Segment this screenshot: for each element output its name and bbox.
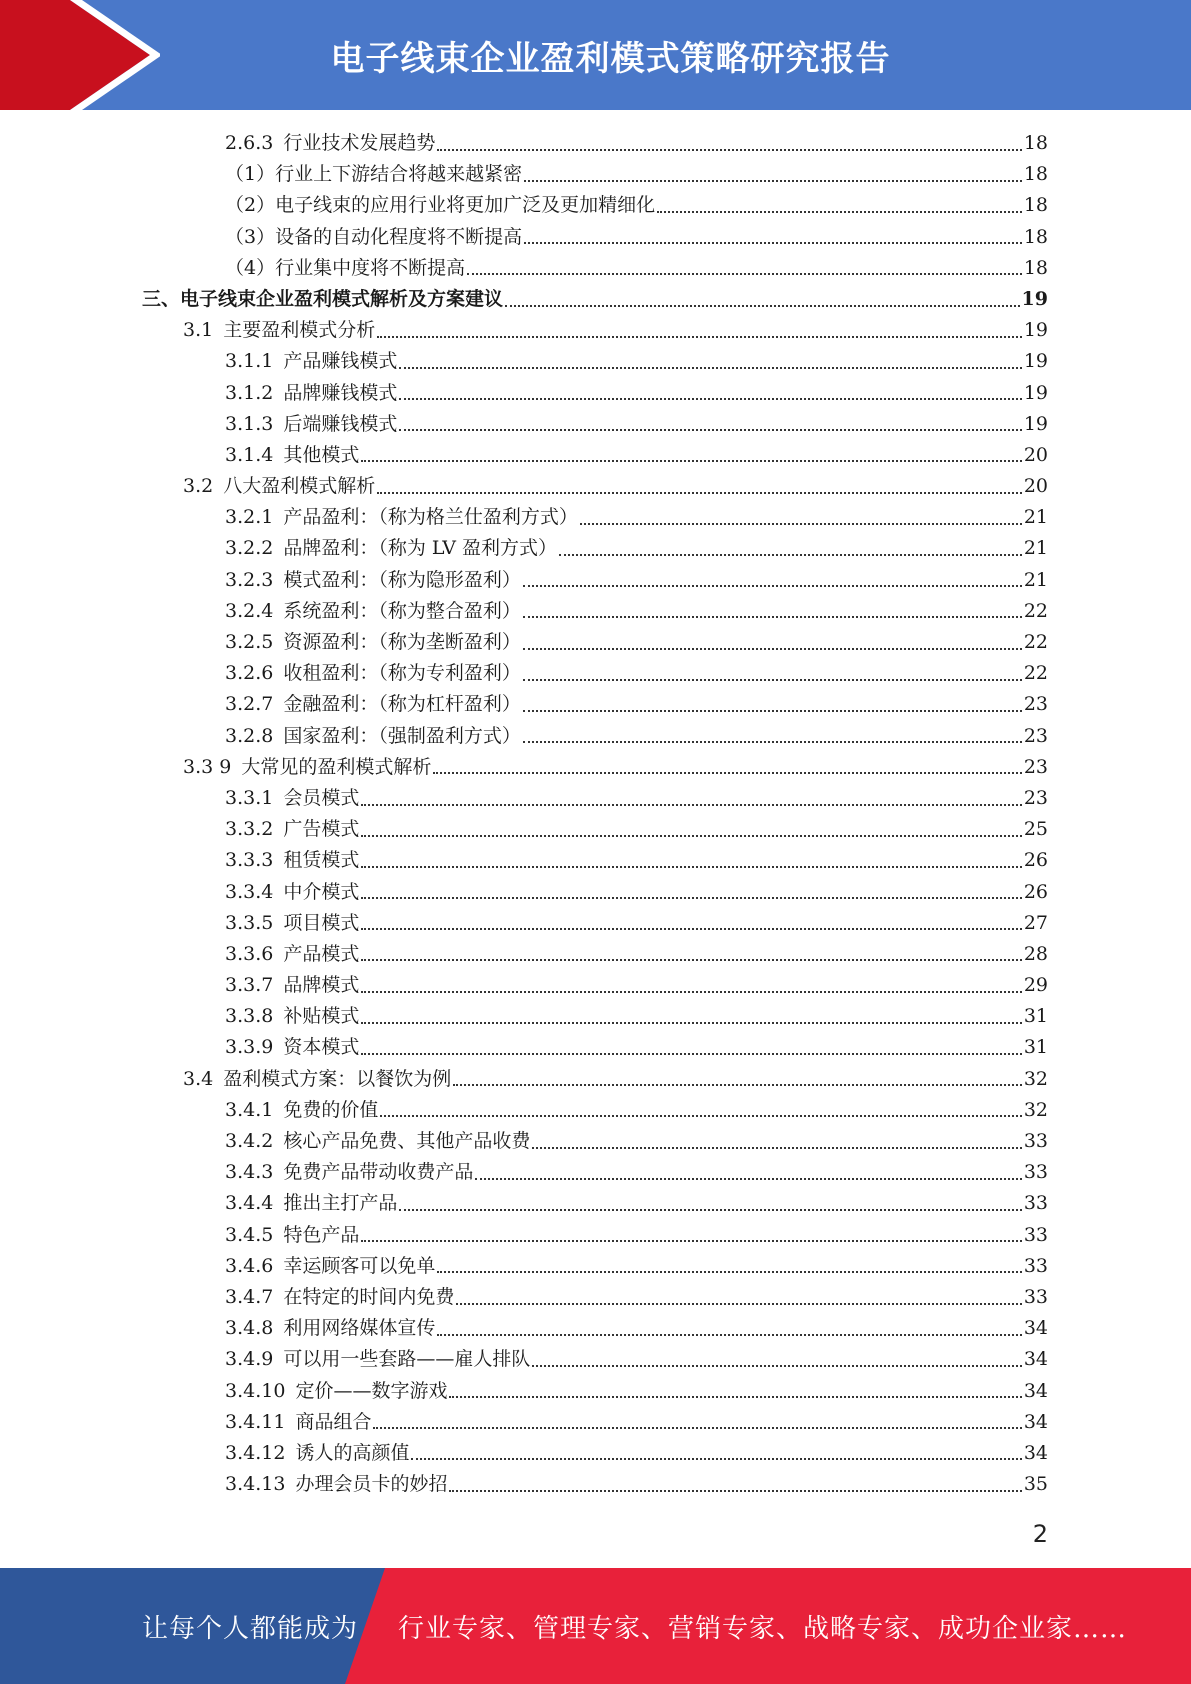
toc-entry-page: 19	[1023, 319, 1048, 342]
toc-entry[interactable]	[0, 1188, 1191, 1219]
toc-dot-leader	[361, 991, 1021, 993]
toc-entry[interactable]	[0, 1157, 1191, 1188]
toc-entry-title: 补贴模式	[283, 1005, 360, 1028]
toc-entry[interactable]	[0, 908, 1191, 939]
table-of-contents	[0, 128, 1191, 1500]
toc-entry-number: 3.4.3	[225, 1161, 274, 1184]
toc-entry-number: 3.4.7	[225, 1285, 274, 1308]
toc-entry-title: 收租盈利：（称为专利盈利）	[283, 662, 521, 685]
toc-dot-leader	[399, 398, 1021, 400]
toc-entry-title: 定价——数字游戏	[295, 1379, 448, 1402]
toc-dot-leader	[456, 1303, 1021, 1305]
toc-dot-leader	[449, 1396, 1021, 1398]
toc-dot-leader	[377, 336, 1022, 338]
toc-dot-leader	[523, 710, 1022, 712]
toc-entry-page: 33	[1023, 1130, 1048, 1152]
toc-entry-page: 22	[1023, 599, 1048, 622]
toc-entry-number: 3.4.5	[225, 1223, 274, 1246]
toc-entry-page: 19	[1023, 412, 1048, 435]
toc-entry-page: 32	[1023, 1067, 1048, 1090]
toc-entry-page: 19	[1023, 381, 1048, 404]
toc-entry-page: 27	[1023, 911, 1048, 934]
toc-entry[interactable]	[0, 409, 1191, 440]
toc-dot-leader	[475, 1178, 1021, 1180]
toc-dot-leader	[361, 1240, 1021, 1242]
toc-entry-page: 33	[1023, 1223, 1048, 1246]
toc-entry[interactable]	[0, 596, 1191, 627]
toc-entry-page: 21	[1023, 537, 1048, 560]
toc-entry[interactable]	[0, 970, 1191, 1001]
toc-entry[interactable]	[0, 253, 1191, 284]
toc-entry[interactable]	[0, 1469, 1191, 1500]
toc-entry-page: 33	[1023, 1192, 1048, 1215]
toc-entry-title: 在特定的时间内免费	[283, 1285, 455, 1308]
toc-entry-title: 盈利模式方案：以餐饮为例	[223, 1067, 452, 1090]
toc-entry-page: 25	[1023, 818, 1048, 841]
toc-entry-number: 3.3.6	[225, 942, 274, 965]
toc-dot-leader	[524, 180, 1022, 182]
toc-entry-title: 诱人的高颜值	[295, 1441, 410, 1464]
toc-entry-number: 3.1.2	[225, 381, 274, 404]
toc-dot-leader	[399, 429, 1021, 431]
toc-dot-leader	[449, 1490, 1021, 1492]
toc-entry-number: 3.4.2	[225, 1130, 274, 1152]
toc-dot-leader	[532, 1147, 1021, 1149]
toc-entry[interactable]	[0, 222, 1191, 253]
toc-entry[interactable]	[0, 128, 1191, 159]
toc-entry[interactable]	[0, 315, 1191, 346]
toc-entry[interactable]	[0, 284, 1191, 315]
toc-entry-title: 品牌模式	[283, 974, 360, 997]
toc-dot-leader	[580, 523, 1022, 525]
toc-entry-title: 品牌盈利：（称为 LV 盈利方式）	[283, 537, 558, 560]
toc-entry-title: 会员模式	[283, 786, 360, 809]
toc-entry-number: 3.4.6	[225, 1254, 274, 1277]
header-banner	[0, 0, 1191, 110]
toc-entry[interactable]	[0, 1064, 1191, 1095]
toc-entry-number: 2.6.3	[225, 132, 274, 154]
toc-entry[interactable]	[0, 658, 1191, 689]
toc-dot-leader	[657, 211, 1022, 213]
toc-dot-leader	[411, 1458, 1021, 1460]
toc-entry-number: 3.3.5	[225, 911, 274, 934]
toc-entry-number: 3.4.8	[225, 1317, 274, 1340]
toc-entry[interactable]	[0, 814, 1191, 845]
toc-entry-title: 特色产品	[283, 1223, 360, 1246]
toc-entry-title: 免费的价值	[283, 1098, 379, 1121]
toc-entry-number: 3.1.1	[225, 350, 274, 373]
toc-entry-page: 18	[1023, 225, 1048, 248]
toc-entry-title: 产品模式	[283, 942, 360, 965]
toc-entry-number: 3.1	[183, 319, 214, 342]
toc-dot-leader	[467, 273, 1022, 275]
toc-entry[interactable]	[0, 689, 1191, 720]
toc-entry-number: 3.4.11	[225, 1410, 286, 1433]
toc-dot-leader	[559, 554, 1022, 556]
toc-entry[interactable]	[0, 1376, 1191, 1407]
toc-entry-title: 利用网络媒体宣传	[283, 1317, 436, 1340]
toc-entry-page: 31	[1023, 1036, 1048, 1059]
toc-entry-title: 广告模式	[283, 818, 360, 841]
toc-entry-number: 3.4.13	[225, 1473, 286, 1496]
toc-entry-title: 品牌赚钱模式	[283, 381, 398, 404]
toc-entry-number: 3.3.9	[225, 1036, 274, 1059]
toc-entry-number: 3.3.8	[225, 1005, 274, 1028]
toc-entry-page: 20	[1023, 475, 1048, 498]
toc-entry[interactable]	[0, 190, 1191, 221]
toc-entry-number: 3.2.8	[225, 724, 274, 747]
toc-entry-title: （4）行业集中度将不断提高	[225, 256, 466, 279]
toc-entry-title: 租赁模式	[283, 849, 360, 872]
toc-entry-page: 33	[1023, 1285, 1048, 1308]
toc-entry-number: 3.2.5	[225, 631, 274, 653]
toc-entry-title: 项目模式	[283, 911, 360, 934]
toc-entry-number: 3.4	[183, 1067, 214, 1090]
toc-dot-leader	[523, 648, 1022, 650]
toc-entry-title: 其他模式	[283, 443, 360, 466]
toc-entry-title: 三、电子线束企业盈利模式解析及方案建议	[142, 287, 504, 310]
toc-dot-leader	[437, 1271, 1021, 1273]
toc-dot-leader	[524, 242, 1022, 244]
toc-entry-title: （1）行业上下游结合将越来越紧密	[225, 163, 523, 186]
toc-entry-number: 3.2.1	[225, 506, 274, 529]
toc-entry-title: 中介模式	[283, 880, 360, 903]
toc-entry-page: 23	[1023, 724, 1048, 747]
footer-banner	[0, 1568, 1191, 1684]
toc-entry-title: （2）电子线束的应用行业将更加广泛及更加精细化	[225, 194, 656, 217]
toc-entry-page: 26	[1023, 880, 1048, 903]
toc-dot-leader	[437, 149, 1021, 151]
toc-entry-number: 3.4.10	[225, 1379, 286, 1402]
page-number: 2	[1032, 1520, 1048, 1548]
toc-entry[interactable]	[0, 565, 1191, 596]
toc-entry-number: 3.1.4	[225, 443, 274, 466]
toc-entry-number: 3.2	[183, 475, 214, 498]
toc-entry-title: 模式盈利：（称为隐形盈利）	[283, 568, 521, 591]
toc-entry-number: 3.2.4	[225, 599, 274, 622]
toc-dot-leader	[377, 492, 1022, 494]
toc-entry-page: 34	[1023, 1317, 1048, 1340]
toc-entry-page: 22	[1023, 662, 1048, 685]
toc-dot-leader	[505, 305, 1020, 307]
toc-entry-page: 21	[1023, 506, 1048, 529]
toc-dot-leader	[399, 367, 1021, 369]
toc-entry-page: 29	[1023, 974, 1048, 997]
toc-entry-number: 3.3.1	[225, 786, 274, 809]
report-title: 电子线束企业盈利模式策略研究报告	[330, 38, 891, 79]
toc-entry-title: 办理会员卡的妙招	[295, 1473, 448, 1496]
toc-entry[interactable]	[0, 471, 1191, 502]
toc-entry-title: 资源盈利：（称为垄断盈利）	[283, 631, 521, 653]
toc-entry-title: 商品组合	[295, 1410, 372, 1433]
toc-entry-number: 3.2.6	[225, 662, 274, 685]
toc-entry[interactable]	[0, 159, 1191, 190]
toc-entry-number: 3.4.1	[225, 1098, 274, 1121]
toc-entry-title: 幸运顾客可以免单	[283, 1254, 436, 1277]
toc-entry-page: 32	[1023, 1098, 1048, 1121]
toc-entry[interactable]	[0, 1407, 1191, 1438]
toc-entry[interactable]	[0, 440, 1191, 471]
toc-entry-page: 18	[1023, 194, 1048, 217]
toc-entry-title: 系统盈利：（称为整合盈利）	[283, 599, 521, 622]
toc-dot-leader	[380, 1115, 1021, 1117]
toc-entry[interactable]	[0, 1095, 1191, 1126]
toc-entry-page: 28	[1023, 942, 1048, 965]
toc-entry-title: 产品盈利：（称为格兰仕盈利方式）	[283, 506, 578, 529]
toc-entry-title: 免费产品带动收费产品	[283, 1161, 474, 1184]
toc-entry-page: 34	[1023, 1348, 1048, 1371]
toc-entry[interactable]	[0, 378, 1191, 409]
toc-entry-page: 18	[1023, 132, 1048, 154]
toc-entry-number: 3.1.3	[225, 412, 274, 435]
toc-entry-title: 大常见的盈利模式解析	[241, 755, 432, 778]
toc-entry[interactable]	[0, 1032, 1191, 1063]
toc-entry-page: 26	[1023, 849, 1048, 872]
toc-dot-leader	[361, 897, 1021, 899]
toc-dot-leader	[361, 835, 1021, 837]
toc-dot-leader	[361, 1053, 1021, 1055]
toc-dot-leader	[361, 866, 1021, 868]
toc-entry-title: 主要盈利模式分析	[223, 319, 376, 342]
toc-dot-leader	[433, 772, 1021, 774]
toc-entry[interactable]	[0, 1001, 1191, 1032]
toc-entry[interactable]	[0, 752, 1191, 783]
toc-entry-page: 18	[1023, 163, 1048, 186]
toc-dot-leader	[361, 959, 1021, 961]
toc-entry-number: 3.3.3	[225, 849, 274, 872]
toc-dot-leader	[523, 585, 1022, 587]
toc-dot-leader	[523, 741, 1022, 743]
toc-entry-number: 3.3.7	[225, 974, 274, 997]
toc-entry-page: 34	[1023, 1441, 1048, 1464]
toc-dot-leader	[399, 1209, 1021, 1211]
toc-dot-leader	[523, 679, 1022, 681]
toc-entry-page: 20	[1023, 443, 1048, 466]
toc-entry-number: 3.2.7	[225, 693, 274, 716]
toc-entry-number: 3.2.2	[225, 537, 274, 560]
toc-entry-number: 3.4.4	[225, 1192, 274, 1215]
toc-entry-number: 3.3.2	[225, 818, 274, 841]
toc-entry-number: 3.4.12	[225, 1441, 286, 1464]
toc-entry-page: 19	[1021, 287, 1048, 310]
toc-entry-title: 资本模式	[283, 1036, 360, 1059]
toc-entry-number: 3.3 9	[183, 755, 232, 778]
toc-entry-page: 23	[1023, 755, 1048, 778]
toc-dot-leader	[437, 1334, 1021, 1336]
toc-entry[interactable]	[0, 721, 1191, 752]
toc-entry[interactable]	[0, 845, 1191, 876]
toc-dot-leader	[373, 1427, 1021, 1429]
toc-entry[interactable]	[0, 1438, 1191, 1469]
toc-entry-page: 18	[1023, 256, 1048, 279]
toc-entry-title: 后端赚钱模式	[283, 412, 398, 435]
toc-entry[interactable]	[0, 877, 1191, 908]
toc-entry-title: 可以用一些套路——雇人排队	[283, 1348, 531, 1371]
toc-dot-leader	[361, 1022, 1021, 1024]
toc-dot-leader	[361, 804, 1021, 806]
toc-entry-page: 34	[1023, 1410, 1048, 1433]
toc-entry[interactable]	[0, 1251, 1191, 1282]
toc-entry-number: 3.2.3	[225, 568, 274, 591]
toc-entry[interactable]	[0, 627, 1191, 658]
toc-entry-title: 推出主打产品	[283, 1192, 398, 1215]
toc-entry-page: 23	[1023, 786, 1048, 809]
toc-entry[interactable]	[0, 1220, 1191, 1251]
toc-entry[interactable]	[0, 533, 1191, 564]
toc-entry[interactable]	[0, 1344, 1191, 1375]
toc-entry-page: 31	[1023, 1005, 1048, 1028]
toc-entry[interactable]	[0, 1313, 1191, 1344]
toc-entry-title: 八大盈利模式解析	[223, 475, 376, 498]
toc-entry-title: 国家盈利：（强制盈利方式）	[283, 724, 521, 747]
toc-entry[interactable]	[0, 1126, 1191, 1157]
toc-entry-title: （3）设备的自动化程度将不断提高	[225, 225, 523, 248]
toc-entry-title: 金融盈利：（称为杠杆盈利）	[283, 693, 521, 716]
toc-entry-title: 产品赚钱模式	[283, 350, 398, 373]
toc-dot-leader	[361, 928, 1021, 930]
toc-entry-page: 22	[1023, 631, 1048, 653]
toc-dot-leader	[361, 460, 1021, 462]
toc-entry-number: 3.3.4	[225, 880, 274, 903]
toc-entry-page: 21	[1023, 568, 1048, 591]
toc-dot-leader	[523, 616, 1022, 618]
toc-entry[interactable]	[0, 502, 1191, 533]
toc-entry-title: 行业技术发展趋势	[283, 132, 436, 154]
toc-entry-page: 23	[1023, 693, 1048, 716]
footer-slogan-right: 行业专家、管理专家、营销专家、战略专家、成功企业家……	[398, 1613, 1128, 1644]
toc-entry-page: 33	[1023, 1161, 1048, 1184]
toc-entry[interactable]	[0, 783, 1191, 814]
toc-entry[interactable]	[0, 346, 1191, 377]
toc-entry-page: 19	[1023, 350, 1048, 373]
toc-entry[interactable]	[0, 939, 1191, 970]
toc-entry-title: 核心产品免费、其他产品收费	[283, 1130, 531, 1152]
toc-entry-page: 35	[1023, 1473, 1048, 1496]
toc-dot-leader	[453, 1084, 1022, 1086]
toc-entry-number: 3.4.9	[225, 1348, 274, 1371]
toc-entry-page: 33	[1023, 1254, 1048, 1277]
toc-dot-leader	[532, 1365, 1021, 1367]
toc-entry-page: 34	[1023, 1379, 1048, 1402]
footer-slogan-left: 让每个人都能成为	[142, 1613, 359, 1644]
toc-entry[interactable]	[0, 1282, 1191, 1313]
